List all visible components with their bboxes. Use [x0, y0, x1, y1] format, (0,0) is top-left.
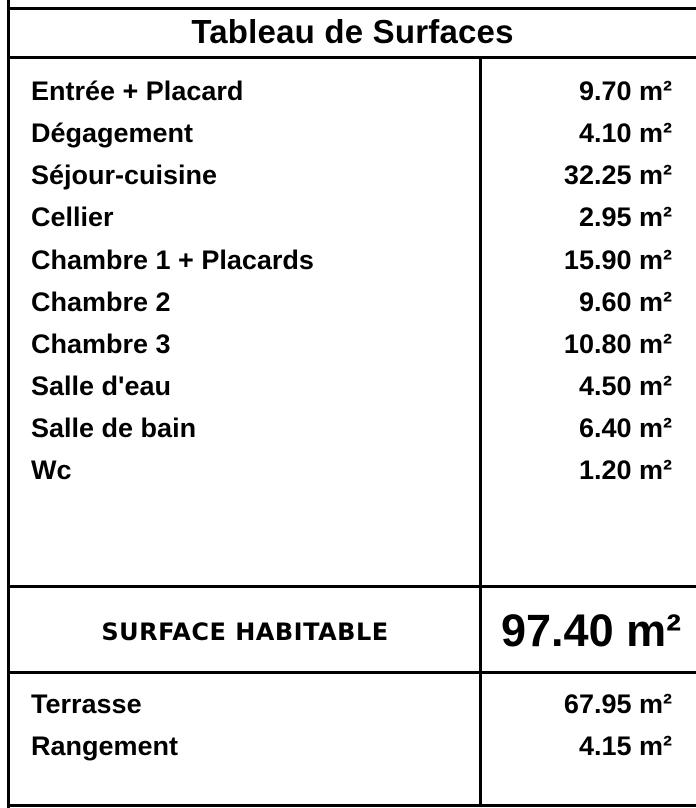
table-title: Tableau de Surfaces [191, 13, 514, 50]
room-label: Salle de bain [31, 413, 197, 443]
room-area: 1.20 m² [578, 455, 672, 485]
room-area: 10.80 m² [563, 329, 672, 359]
left-border [7, 0, 10, 808]
room-label: Dégagement [31, 118, 194, 148]
room-label: Chambre 2 [31, 287, 171, 317]
total-bottom-rule [7, 671, 696, 674]
room-label: Chambre 1 + Placards [31, 245, 314, 275]
room-area: 2.95 m² [578, 202, 672, 232]
header-bottom-rule [7, 56, 696, 59]
room-area: 4.10 m² [578, 118, 672, 148]
room-label: Cellier [31, 202, 114, 232]
annex-label: Terrasse [31, 689, 142, 719]
room-label: Séjour-cuisine [31, 160, 218, 190]
room-area: 9.70 m² [578, 76, 672, 106]
room-label: Salle d'eau [31, 371, 171, 401]
annex-area: 67.95 m² [563, 689, 672, 719]
total-area: 97.40 m² [501, 605, 682, 656]
room-area: 6.40 m² [578, 413, 672, 443]
room-label: Chambre 3 [31, 329, 171, 359]
top-rule [7, 7, 696, 10]
total-top-rule [7, 585, 696, 588]
room-label: Entrée + Placard [31, 76, 244, 106]
bottom-rule [7, 804, 696, 807]
total-label: SURFACE HABITABLE [101, 618, 389, 646]
room-label: Wc [31, 455, 72, 485]
annex-area: 4.15 m² [578, 731, 672, 761]
room-area: 15.90 m² [563, 245, 672, 275]
room-area: 9.60 m² [578, 287, 672, 317]
annex-label: Rangement [31, 731, 179, 761]
room-area: 4.50 m² [578, 371, 672, 401]
room-area: 32.25 m² [563, 160, 672, 190]
column-divider [479, 56, 482, 806]
